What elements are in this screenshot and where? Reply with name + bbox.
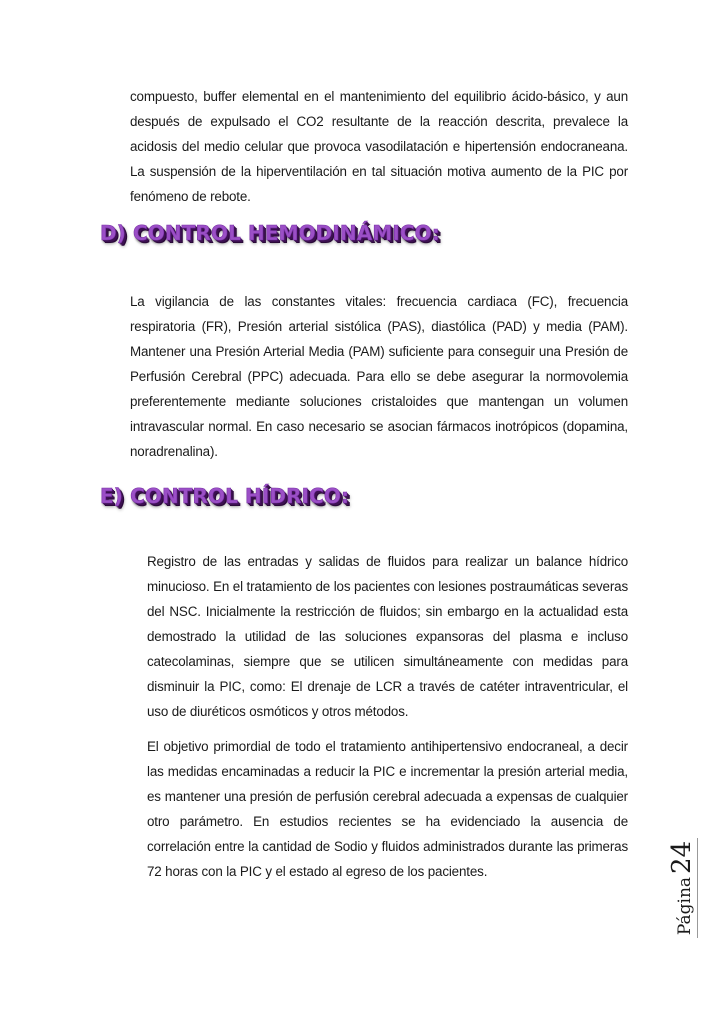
section-heading-control-hemodinamico: D) CONTROL HEMODINÁMICO: [100, 221, 440, 245]
paragraph-constantes-vitales: La vigilancia de las constantes vitales: frecuencia cardiaca (FC), frecuencia respiratoria (FR), Presión arterial sistólica (PAS), diastólica (PAD) y media (PAM). Mantener una Presión Arterial Media (PAM) suficiente para conseguir una Presión de Perfusión Cerebral (PPC) adecuada. Para ello se debe asegurar la normovolemia preferentemente mediante soluciones cristaloides que mantengan un volumen intravascular normal. En caso necesario se asocian fármacos inotrópicos (dopamina, noradrenalina). [130, 294, 628, 459]
page-number [667, 838, 697, 938]
paragraph-balance-hidrico: Registro de las entradas y salidas de fluidos para realizar un balance hídrico minucioso. En el tratamiento de los pacientes con lesiones postraumáticas severas del NSC. Inicialmente la restricción de fluidos; sin embargo en la actualidad esta demostrado la utilidad de las soluciones expansoras del plasma e incluso catecolaminas, siempre que se utilicen simultáneamente con medidas para disminuir la PIC, como: El drenaje de LCR a través de catéter intraventricular, el uso de diuréticos osmóticos y otros métodos. [147, 554, 628, 719]
paragraph-acidosis: compuesto, buffer elemental en el mantenimiento del equilibrio ácido-básico, y aun después de expulsado el CO2 resultante de la reacción descrita, prevalece la acidosis del medio celular que provoca vasodilatación e hipertensión endocraneana. La suspensión de la hiperventilación en tal situación motiva aumento de la PIC por fenómeno de rebote. [130, 89, 628, 204]
page-number-divider [697, 838, 698, 938]
section-heading-control-hidrico: E) CONTROL HÍDRICO: [100, 484, 350, 508]
page-word: Página [675, 876, 695, 936]
paragraph-objetivo-primordial: El objetivo primordial de todo el tratamiento antihipertensivo endocraneal, a decir las medidas encaminadas a reducir la PIC e incrementar la presión arterial media, es mantener una presión de perfusión cerebral adecuada a expensas de cualquier otro parámetro. En estudios recientes se ha evidenciado la ausencia de correlación entre la cantidad de Sodio y fluidos administrados durante las primeras 72 horas con la PIC y el estado al egreso de los pacientes. [147, 739, 628, 879]
page-number-value: 24 [667, 840, 697, 874]
